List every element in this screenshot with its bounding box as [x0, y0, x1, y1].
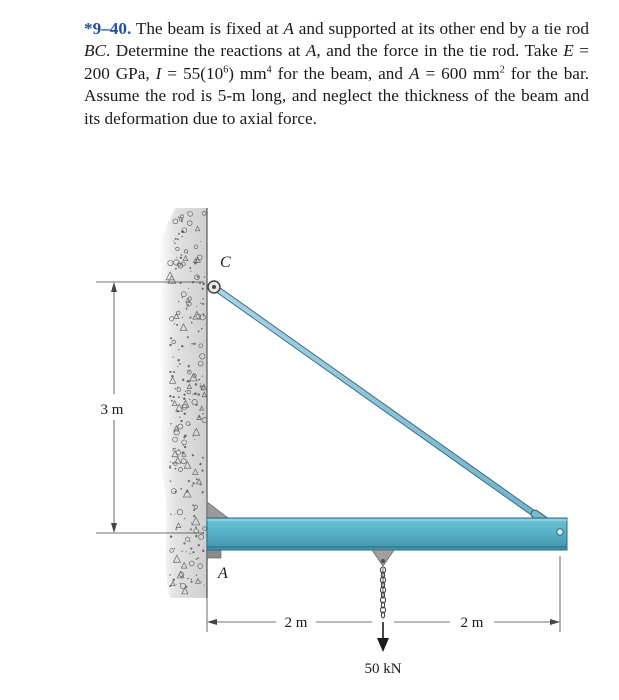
wall-speckle: [172, 462, 173, 463]
wall-speckle: [171, 276, 172, 277]
wall-speckle: [176, 584, 177, 585]
problem-text-segment: ) mm: [228, 63, 267, 83]
wall-speckle: [182, 297, 184, 299]
wall-speckle: [186, 308, 188, 310]
wall-speckle: [191, 523, 192, 524]
wall-speckle: [174, 514, 175, 515]
wall-speckle: [192, 504, 194, 506]
wall-speckle: [181, 230, 184, 233]
symbol-BC: BC: [84, 41, 106, 61]
wall-speckle: [203, 315, 204, 316]
wall-speckle: [169, 465, 171, 467]
pin-C: [208, 281, 220, 293]
wall-speckle: [183, 397, 186, 400]
wall-speckle: [173, 371, 175, 373]
wall-speckle: [191, 343, 193, 345]
wall-speckle: [195, 383, 197, 385]
dimension-height-label: 3 m: [100, 402, 124, 418]
load-arrow: [377, 622, 389, 652]
wall-speckle: [181, 551, 182, 552]
wall-speckle: [202, 303, 204, 305]
wall-speckle: [199, 416, 201, 418]
wall-speckle: [202, 298, 204, 300]
point-label-C: C: [220, 254, 231, 271]
wall-speckle: [178, 349, 179, 350]
wall-speckle: [177, 366, 178, 367]
wall-speckle: [172, 578, 174, 580]
wall-speckle: [204, 585, 205, 586]
wall-speckle: [191, 581, 193, 583]
problem-text-segment: for the beam, and: [271, 63, 409, 83]
wall-speckle: [196, 478, 198, 480]
wall-speckle: [195, 527, 197, 529]
wall-speckle: [170, 423, 172, 425]
symbol-E: E: [563, 41, 574, 61]
beam: [207, 518, 567, 550]
wall-speckle: [189, 267, 191, 269]
wall-speckle: [204, 324, 205, 325]
wall-speckle: [188, 365, 190, 367]
wall-speckle: [169, 371, 171, 373]
wall-speckle: [190, 547, 192, 549]
wall-speckle: [184, 446, 186, 448]
wall-speckle: [186, 306, 187, 307]
wall-speckle: [199, 282, 201, 284]
wall-speckle: [189, 541, 190, 542]
wall-speckle: [177, 386, 179, 388]
wall-speckle: [178, 216, 180, 218]
wall-speckle: [192, 393, 193, 394]
wall-speckle: [195, 535, 197, 537]
wall-speckle: [177, 359, 179, 361]
wall-speckle: [178, 301, 179, 302]
wall-speckle: [201, 491, 203, 493]
wall-speckle: [191, 579, 193, 581]
wall-speckle: [179, 583, 180, 584]
wall-speckle: [200, 241, 201, 242]
wall-speckle: [176, 324, 178, 326]
wall-speckle: [174, 323, 175, 324]
wall-speckle: [188, 288, 189, 289]
wall-speckle: [170, 535, 173, 538]
wall-speckle: [202, 288, 204, 290]
point-label-A: A: [218, 565, 228, 582]
problem-text-segment: for the bar. Assume the rod is 5-m long, and neglect the thickness of the beam and its deformation due to axial force.: [84, 63, 590, 128]
problem-number: *9–40.: [84, 19, 132, 38]
wall-speckle: [198, 330, 200, 332]
wall-speckle: [180, 488, 182, 490]
exponent: 2: [499, 64, 505, 76]
dimension-left-span-label: 2 m: [284, 615, 308, 631]
wall-speckle: [179, 364, 180, 365]
wall-speckle: [177, 238, 179, 240]
wall-speckle: [192, 482, 194, 484]
wall-speckle: [189, 399, 190, 400]
wall-speckle: [171, 375, 173, 377]
wall-speckle: [200, 303, 201, 304]
dimension-right-span-label: 2 m: [460, 615, 484, 631]
wall-speckle: [202, 413, 204, 415]
wall-speckle: [197, 276, 199, 278]
wall-speckle: [182, 379, 184, 381]
problem-text-segment: . Determine the reactions at: [105, 41, 306, 61]
wall-speckle: [187, 578, 189, 580]
wall-speckle: [175, 238, 177, 240]
wall-speckle: [185, 391, 186, 392]
problem-text-segment: and supported at its other end by a tie rod: [293, 19, 589, 38]
wall-speckle: [184, 435, 187, 438]
wall-speckle: [196, 306, 197, 307]
wall-speckle: [194, 392, 197, 395]
wall-speckle: [195, 404, 197, 406]
wall-speckle: [200, 383, 201, 384]
wall-speckle: [187, 336, 189, 338]
wall-speckle: [185, 586, 187, 588]
wall-speckle: [183, 542, 185, 544]
wall-speckle: [182, 317, 183, 318]
wall-speckle: [169, 574, 171, 576]
wall-speckle: [183, 444, 184, 445]
wall-speckle: [202, 283, 204, 285]
load-label: 50 kN: [364, 661, 402, 677]
wall-speckle: [178, 396, 180, 398]
problem-text-segment: = 200 GPa,: [84, 41, 589, 83]
wall-speckle: [174, 548, 175, 549]
wall-speckle: [183, 393, 185, 395]
wall-speckle: [198, 544, 200, 546]
wall-speckle: [181, 221, 183, 223]
wall-speckle: [179, 416, 180, 417]
wall-speckle: [190, 271, 191, 272]
wall-speckle: [200, 463, 201, 464]
wall-speckle: [176, 257, 177, 258]
wall-speckle: [184, 412, 186, 414]
wall-speckle: [204, 276, 205, 277]
wall-speckle: [174, 242, 176, 244]
wall-speckle: [175, 268, 177, 270]
symbol-A: A: [305, 41, 317, 61]
wall-speckle: [201, 581, 202, 582]
wall-speckle: [193, 515, 195, 517]
problem-text-segment: = 600 mm: [419, 63, 500, 83]
wall-speckle: [189, 317, 191, 319]
wall-speckle: [180, 257, 182, 259]
wall-speckle: [190, 528, 192, 530]
wall-speckle: [172, 396, 174, 398]
wall-speckle: [178, 233, 180, 235]
wall-speckle: [173, 448, 174, 449]
wall-speckle: [188, 304, 189, 305]
wall-speckle: [171, 400, 173, 402]
symbol-A: A: [409, 63, 420, 83]
wall-speckle: [173, 357, 174, 358]
wall-speckle: [201, 328, 203, 330]
wall-speckle: [188, 480, 190, 482]
wall-speckle: [172, 450, 173, 451]
symbol-A: A: [283, 19, 294, 38]
wall-speckle: [192, 485, 194, 487]
wall-speckle: [201, 470, 203, 472]
wall-speckle: [202, 375, 203, 376]
problem-text-segment: = 55(10: [161, 63, 224, 83]
wall-speckle: [191, 322, 193, 324]
wall-speckle: [202, 550, 205, 553]
wall-speckle: [184, 518, 185, 519]
exponent: 6: [223, 64, 229, 76]
wall-speckle: [169, 395, 171, 397]
wall-speckle: [175, 388, 177, 390]
problem-text-segment: , and the force in the tie rod. Take: [316, 41, 564, 61]
wall-speckle: [196, 559, 197, 560]
wall-speckle: [188, 371, 189, 372]
wall-speckle: [196, 574, 198, 576]
tie-rod-BC: [214, 287, 562, 533]
wall-speckle: [170, 480, 172, 482]
wall-speckle: [181, 219, 183, 221]
problem-text-segment: The beam is fixed at: [135, 19, 284, 38]
wall-speckle: [182, 236, 183, 237]
symbol-I: I: [155, 63, 162, 83]
wall-speckle: [197, 557, 199, 559]
exponent: 4: [266, 64, 272, 76]
wall-speckle: [170, 514, 171, 515]
concrete-wall: [158, 208, 207, 598]
wall-speckle: [170, 461, 171, 462]
wall-speckle: [193, 509, 195, 511]
wall-speckle: [180, 282, 182, 284]
wall-speckle: [194, 262, 197, 265]
wall-speckle: [181, 254, 183, 256]
wall-speckle: [202, 457, 204, 459]
wall-speckle: [175, 468, 177, 470]
wall-speckle: [174, 448, 175, 449]
wall-speckle: [173, 241, 174, 242]
wall-speckle: [194, 439, 195, 440]
wall-speckle: [186, 551, 187, 552]
wall-speckle: [192, 551, 194, 553]
wall-speckle: [180, 420, 182, 422]
wall-speckle: [198, 379, 200, 381]
wall-speckle: [192, 454, 194, 456]
wall-speckle: [170, 337, 172, 339]
wall-speckle: [188, 380, 190, 382]
wall-speckle: [175, 528, 177, 530]
wall-speckle: [169, 344, 171, 346]
wall-speckle: [181, 345, 183, 347]
wall-speckle: [189, 553, 190, 554]
wall-speckle: [193, 343, 195, 345]
wall-speckle: [187, 212, 188, 213]
wall-speckle: [197, 393, 200, 396]
